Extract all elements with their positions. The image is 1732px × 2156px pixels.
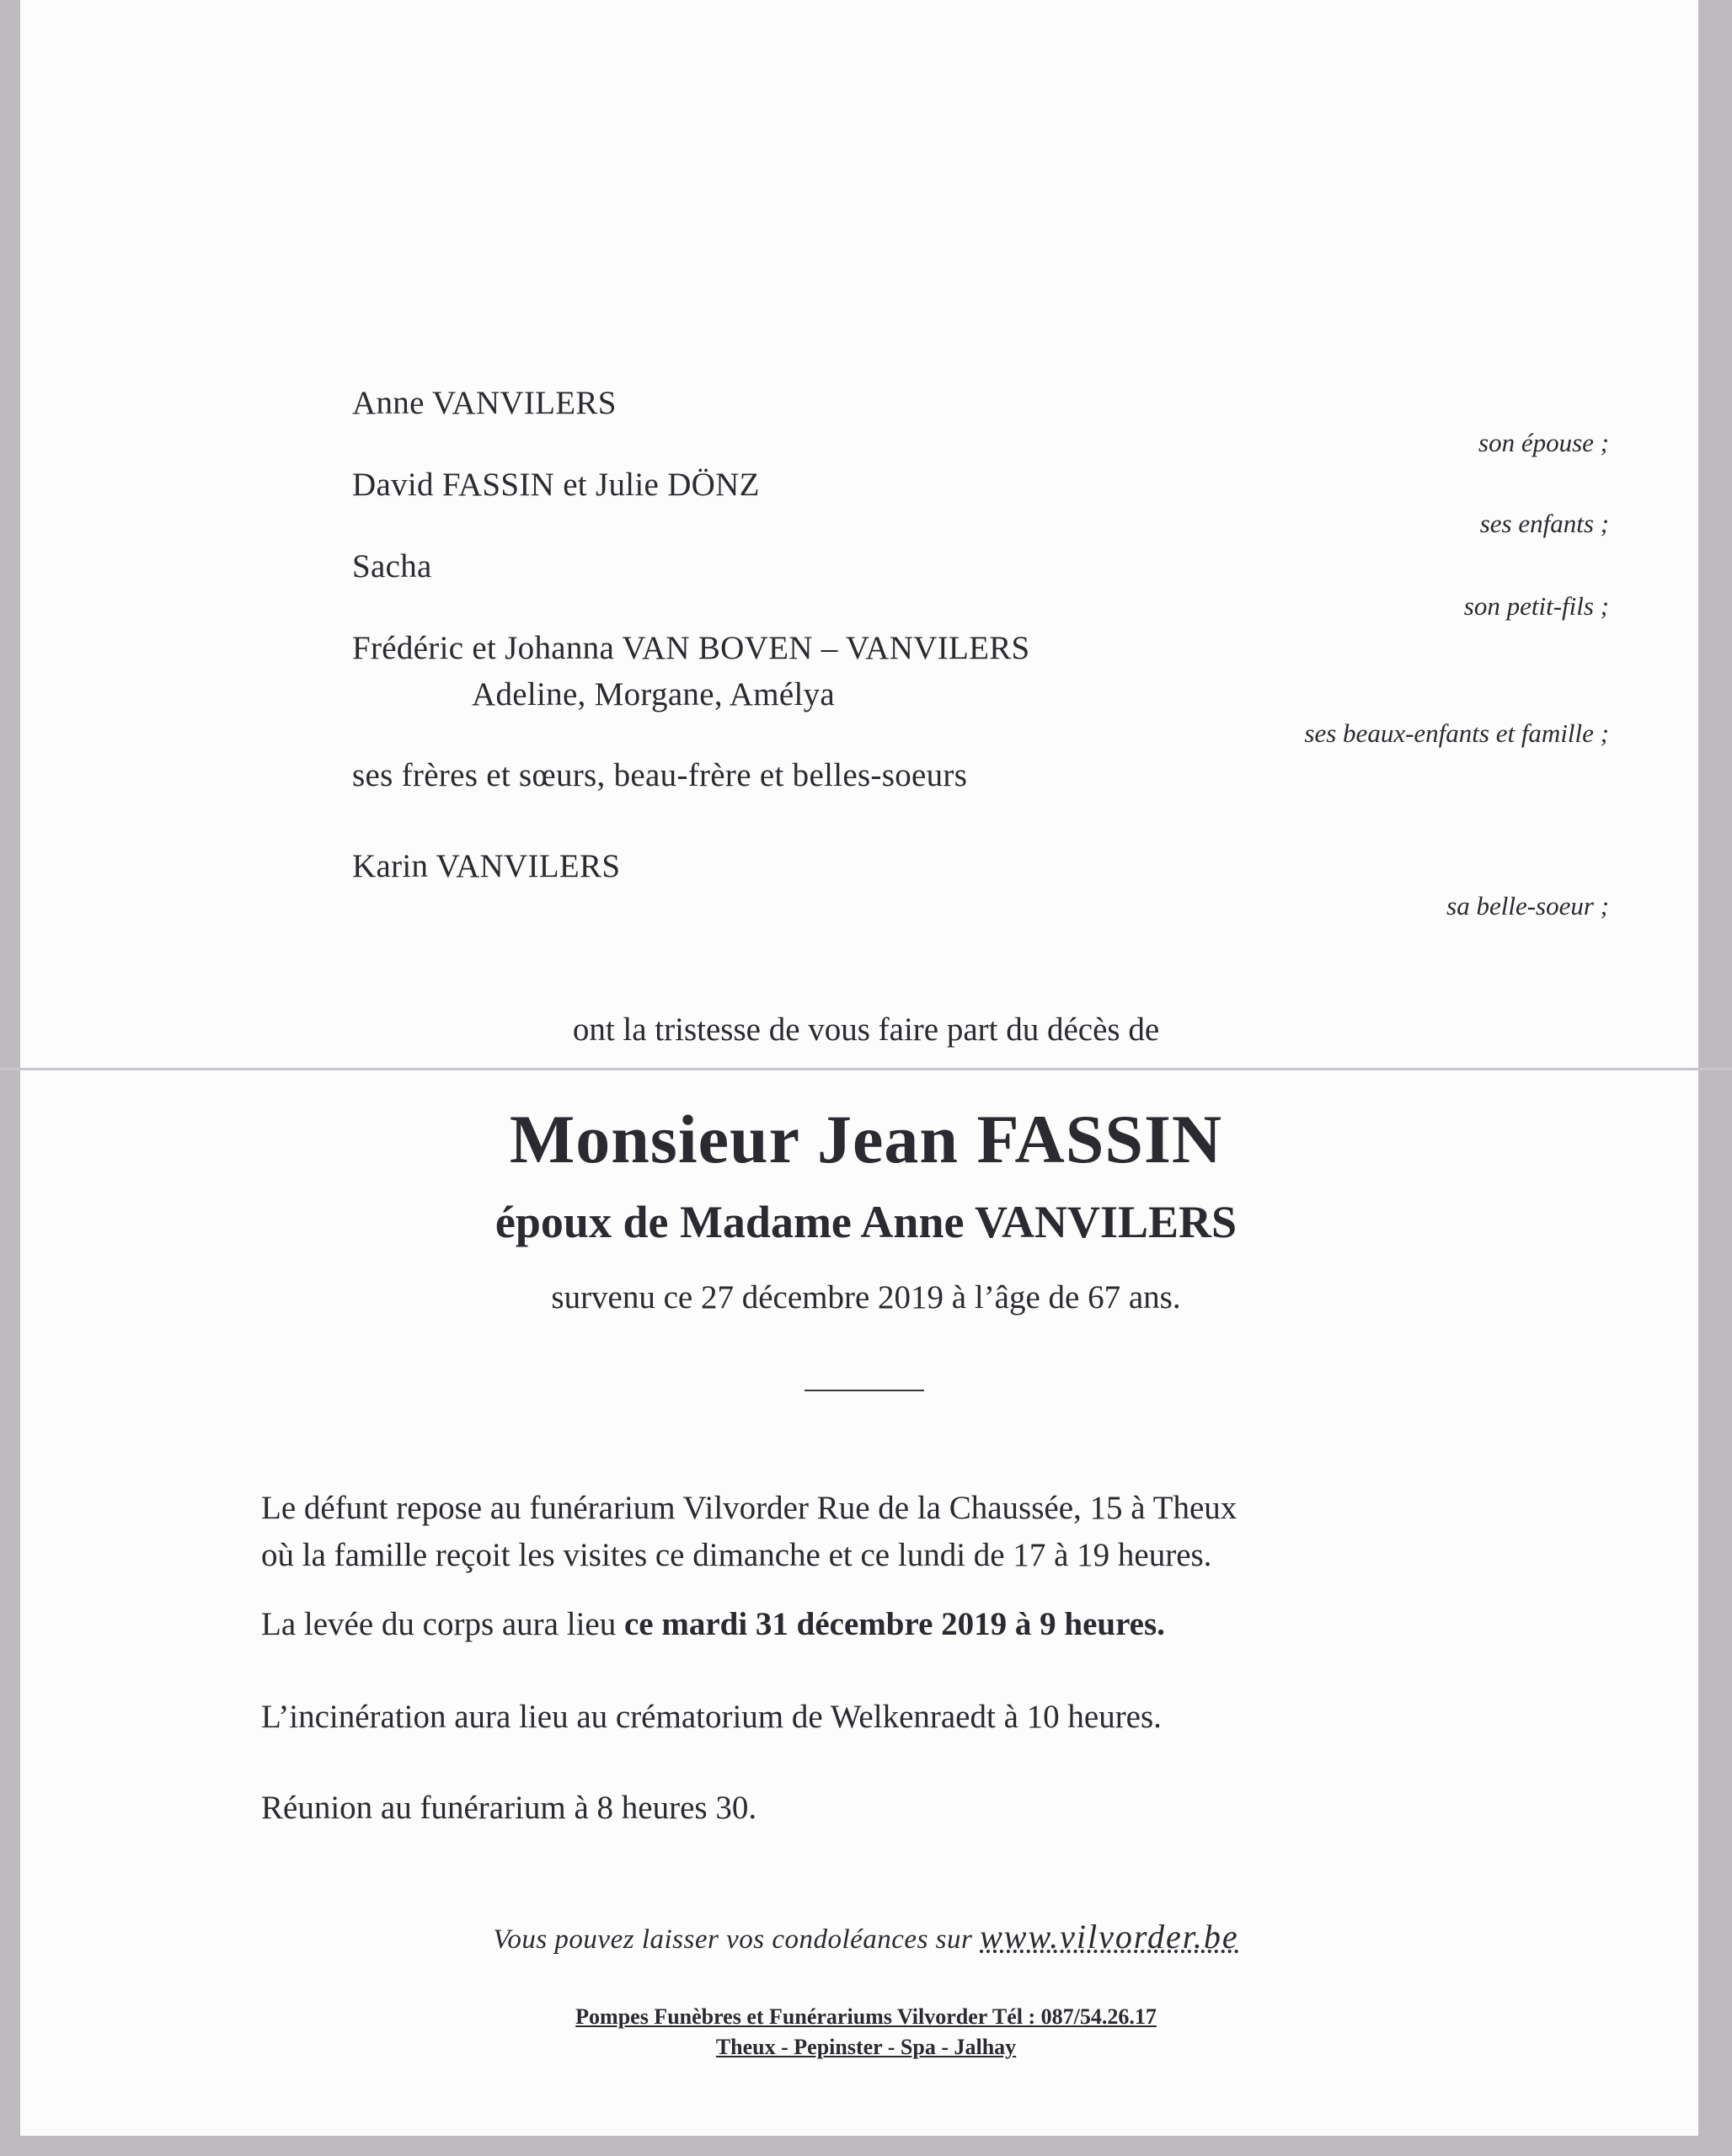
family-name-stepchildren: Frédéric et Johanna VAN BOVEN – VANVILERS	[352, 630, 1030, 666]
levee-prefix: La levée du corps aura lieu	[261, 1606, 624, 1642]
family-name-siblings: ses frères et sœurs, beau-frère et belles-soeurs	[352, 757, 968, 793]
condolences-link[interactable]: www.vilvorder.be	[980, 1918, 1239, 1956]
death-date-line: survenu ce 27 décembre 2019 à l’âge de 67 ans.	[551, 1279, 1181, 1315]
separator-line	[805, 1390, 924, 1391]
footer-company: Pompes Funèbres et Funérariums Vilvorder Tél : 087/54.26.17	[575, 2004, 1157, 2029]
repose-line-1: Le défunt repose au funérarium Vilvorder Rue de la Chaussée, 15 à Theux	[261, 1490, 1238, 1526]
incineration-line: L’incinération aura lieu au crématorium de Welkenraedt à 10 heures.	[261, 1699, 1162, 1735]
spouse-line: époux de Madame Anne VANVILERS	[494, 1197, 1238, 1247]
relation-children: ses enfants ;	[1479, 509, 1609, 538]
family-name-anne: Anne VANVILERS	[352, 385, 617, 421]
relation-spouse: son épouse ;	[1478, 428, 1609, 457]
announcement-intro: ont la tristesse de vous faire part du décès de	[572, 1011, 1160, 1048]
family-name-grandson: Sacha	[352, 548, 432, 584]
fold-line	[0, 1068, 1732, 1070]
levee-date: ce mardi 31 décembre 2019 à 9 heures.	[623, 1606, 1165, 1642]
repose-line-2: où la famille reçoit les visites ce dimanche et ce lundi de 17 à 19 heures.	[261, 1537, 1212, 1573]
relation-grandson: son petit-fils ;	[1463, 591, 1609, 621]
footer-locations: Theux - Pepinster - Spa - Jalhay	[715, 2035, 1017, 2059]
reunion-line: Réunion au funérarium à 8 heures 30.	[261, 1790, 757, 1826]
family-name-stepgrandchildren: Adeline, Morgane, Amélya	[472, 676, 836, 712]
relation-sister-in-law: sa belle-soeur ;	[1446, 891, 1609, 921]
condolences-line	[0, 1917, 1732, 1956]
deceased-name: Monsieur Jean FASSIN	[509, 1101, 1223, 1177]
family-name-children: David FASSIN et Julie DÖNZ	[352, 467, 760, 503]
condolences-text: Vous pouvez laisser vos condoléances sur	[493, 1924, 981, 1955]
family-name-karin: Karin VANVILERS	[352, 848, 621, 884]
relation-stepchildren: ses beaux-enfants et famille ;	[1304, 718, 1609, 748]
levee-line	[261, 1605, 1165, 1643]
